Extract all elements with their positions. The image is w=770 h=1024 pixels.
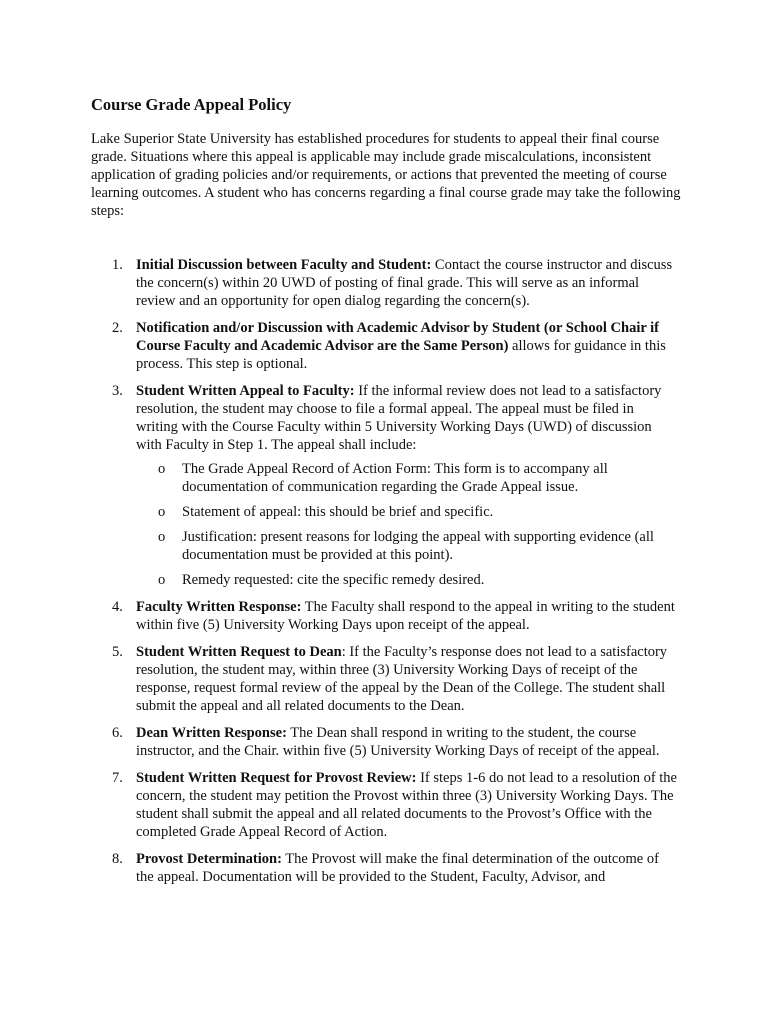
sub-item-text: Statement of appeal: this should be brief and specific. bbox=[182, 504, 494, 520]
step-number: 8. bbox=[112, 851, 123, 867]
intro-paragraph: Lake Superior State University has established procedures for students to appeal their final course grade. Situations where this appeal is applicable may include grade miscalculations, inconsistent application of grading policies and/or requirements, or actions that prevented the meeting of course learning outcomes. A student who has concerns regarding a final course grade may take the following steps: bbox=[91, 131, 681, 219]
step-1 bbox=[108, 256, 678, 310]
sub-item-text: Justification: present reasons for lodging the appeal with supporting evidence (all documentation must be provided at this point). bbox=[182, 529, 654, 563]
bullet-icon: o bbox=[158, 572, 166, 588]
step-number: 4. bbox=[112, 599, 123, 615]
bullet-icon: o bbox=[158, 529, 166, 545]
step-text: Contact the course instructor and discuss the concern(s) within 20 UWD of posting of final grade. This will serve as an informal review and an opportunity for open dialog regarding the concern(s). bbox=[136, 257, 673, 309]
step-3 bbox=[108, 382, 678, 589]
sub-item-text: Remedy requested: cite the specific remedy desired. bbox=[182, 572, 485, 588]
page-title: Course Grade Appeal Policy bbox=[91, 95, 292, 114]
step-text: The Dean shall respond in writing to the student, the course instructor, and the Chair. within five (5) University Working Days of receipt of the appeal. bbox=[136, 725, 660, 759]
sub-item bbox=[136, 528, 678, 564]
sub-item bbox=[136, 503, 678, 521]
step-number: 7. bbox=[112, 770, 123, 786]
step-heading: Student Written Request to Dean bbox=[136, 644, 342, 660]
step-number: 2. bbox=[112, 320, 123, 336]
step-number: 6. bbox=[112, 725, 123, 741]
step-8 bbox=[108, 850, 678, 886]
step-heading: Faculty Written Response: bbox=[136, 599, 302, 615]
step-heading: Student Written Request for Provost Review: bbox=[136, 770, 417, 786]
bullet-icon: o bbox=[158, 504, 166, 520]
step-text: The Faculty shall respond to the appeal in writing to the student within five (5) University Working Days upon receipt of the appeal. bbox=[136, 599, 675, 633]
step-text: The Provost will make the final determination of the outcome of the appeal. Documentation will be provided to the Student, Faculty, Advisor, and bbox=[136, 851, 659, 885]
step-heading: Dean Written Response: bbox=[136, 725, 287, 741]
step-number: 3. bbox=[112, 383, 123, 399]
step-3-sublist bbox=[136, 460, 678, 589]
step-text: allows for guidance in this process. This step is optional. bbox=[136, 338, 666, 372]
steps-list bbox=[108, 256, 678, 895]
step-heading: Provost Determination: bbox=[136, 851, 282, 867]
step-2 bbox=[108, 319, 678, 373]
step-6 bbox=[108, 724, 678, 760]
step-heading: Initial Discussion between Faculty and Student: bbox=[136, 257, 432, 273]
sub-item bbox=[136, 571, 678, 589]
step-5 bbox=[108, 643, 678, 715]
step-4 bbox=[108, 598, 678, 634]
step-number: 1. bbox=[112, 257, 123, 273]
step-heading: Student Written Appeal to Faculty: bbox=[136, 383, 355, 399]
step-text: If steps 1-6 do not lead to a resolution of the concern, the student may petition the Provost within three (3) University Working Days. The student shall submit the appeal and all related documents to the Provost’s Office with the completed Grade Appeal Record of Action. bbox=[136, 770, 677, 840]
sub-item-text: The Grade Appeal Record of Action Form: This form is to accompany all documentation of communication regarding the Grade Appeal issue. bbox=[182, 461, 608, 495]
bullet-icon: o bbox=[158, 461, 166, 477]
step-text: : If the Faculty’s response does not lead to a satisfactory resolution, the student may, within three (3) University Working Days of receipt of the response, request formal review of the appeal by the Dean of the College. The student shall submit the appeal and all related documents to the Dean. bbox=[136, 644, 668, 714]
step-7 bbox=[108, 769, 678, 841]
step-heading: Notification and/or Discussion with Academic Advisor by Student (or School Chair if Course Faculty and Academic Advisor are the Same Person) bbox=[136, 320, 659, 354]
sub-item bbox=[136, 460, 678, 496]
step-number: 5. bbox=[112, 644, 123, 660]
step-text: If the informal review does not lead to a satisfactory resolution, the student may choose to file a formal appeal. The appeal must be filed in writing with the Course Faculty within 5 University Working Days (UWD) of discussion with Faculty in Step 1. The appeal shall include: bbox=[136, 383, 662, 453]
